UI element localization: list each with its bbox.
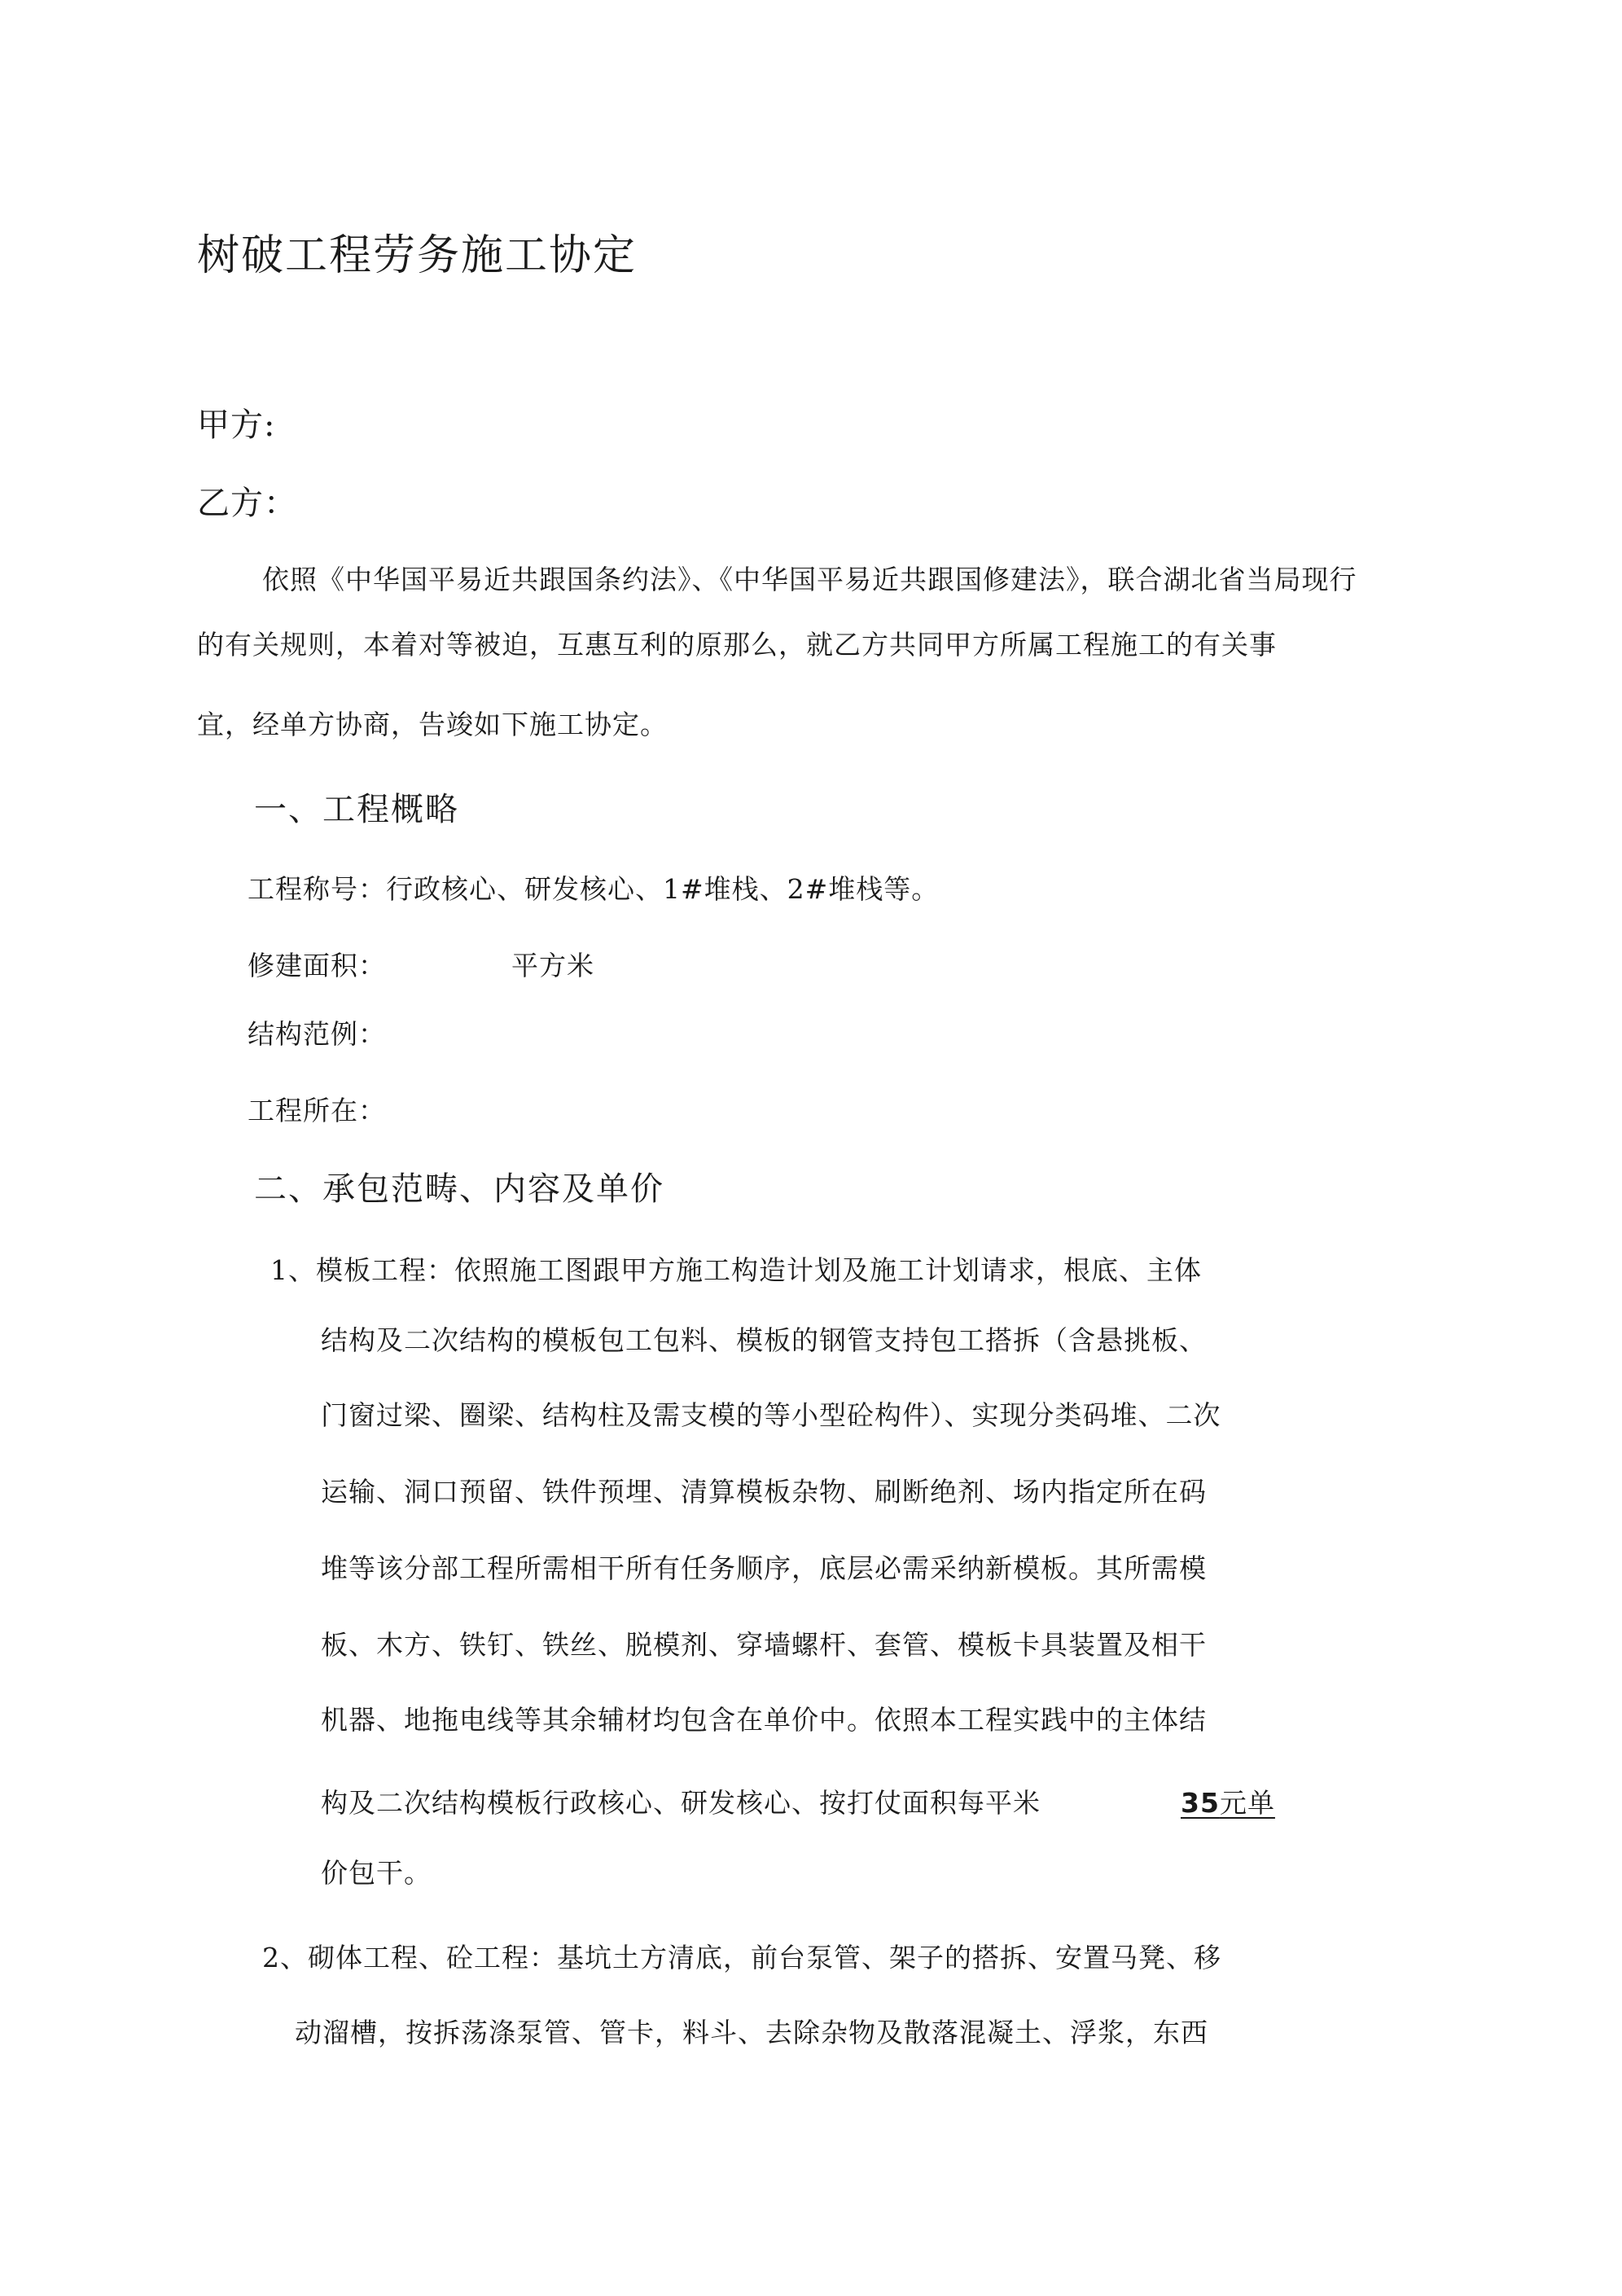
intro-line-2: 的有关规则，本着对等被迫，互惠互利的原那么，就乙方共同甲方所属工程施工的有关事 — [197, 629, 1277, 661]
item1-price — [1181, 1787, 1275, 1820]
item1-line-4: 运输、洞口预留、铁件预埋、清算模板杂物、刷断绝剂、场内指定所在码 — [321, 1476, 1207, 1508]
item1-price-value: 35 — [1181, 1787, 1220, 1819]
party-b-label: 乙方： — [197, 485, 297, 522]
item1-line-6: 板、木方、铁钉、铁丝、脱模剂、穿墙螺杆、套管、模板卡具装置及相干 — [321, 1629, 1207, 1661]
item1-line-5: 堆等该分部工程所需相干所有任务顺序，底层必需采纳新模板。其所需模 — [321, 1552, 1207, 1584]
project-location-label: 工程所在： — [248, 1095, 386, 1126]
building-area-unit: 平方米 — [511, 950, 594, 981]
intro-line-3: 宜，经单方协商，告竣如下施工协定。 — [197, 709, 668, 740]
project-name: 工程称号：行政核心、研发核心、1#堆栈、2#堆栈等。 — [248, 873, 940, 905]
item1-price-unit: 元单 — [1219, 1787, 1275, 1819]
party-a-label: 甲方: — [197, 406, 276, 444]
item1-line-7: 机器、地拖电线等其余辅材均包含在单价中。依照本工程实践中的主体结 — [321, 1704, 1207, 1736]
item2-line-2: 动溜槽，按拆荡涤泵管、管卡，料斗、去除杂物及散落混凝土、浮浆，东西 — [295, 2017, 1208, 2048]
intro-line-1: 依照《中华国平易近共跟国条约法》、《中华国平易近共跟国修建法》，联合湖北省当局现行 — [262, 564, 1357, 595]
item1-line-1: 1、模板工程：依照施工图跟甲方施工构造计划及施工计划请求，根底、主体 — [270, 1254, 1202, 1286]
item1-line-2: 结构及二次结构的模板包工包料、模板的钢管支持包工搭拆（含悬挑板、 — [321, 1324, 1207, 1356]
item1-last-line: 价包干。 — [321, 1857, 432, 1889]
structure-type-label: 结构范例： — [248, 1018, 386, 1050]
building-area-label: 修建面积： — [248, 950, 386, 981]
document-title: 树破工程劳务施工协定 — [197, 231, 638, 280]
item1-price-line: 构及二次结构模板行政核心、研发核心、按打仗面积每平米 — [321, 1787, 1041, 1819]
section2-heading: 二、承包范畴、内容及单价 — [254, 1170, 664, 1208]
section1-heading: 一、工程概略 — [254, 791, 459, 828]
item2-line-1: 2、砌体工程、砼工程：基坑土方清底，前台泵管、架子的搭拆、安置马凳、移 — [262, 1942, 1221, 1973]
item1-line-3: 门窗过梁、圈梁、结构柱及需支模的等小型砼构件）、实现分类码堆、二次 — [321, 1399, 1221, 1431]
